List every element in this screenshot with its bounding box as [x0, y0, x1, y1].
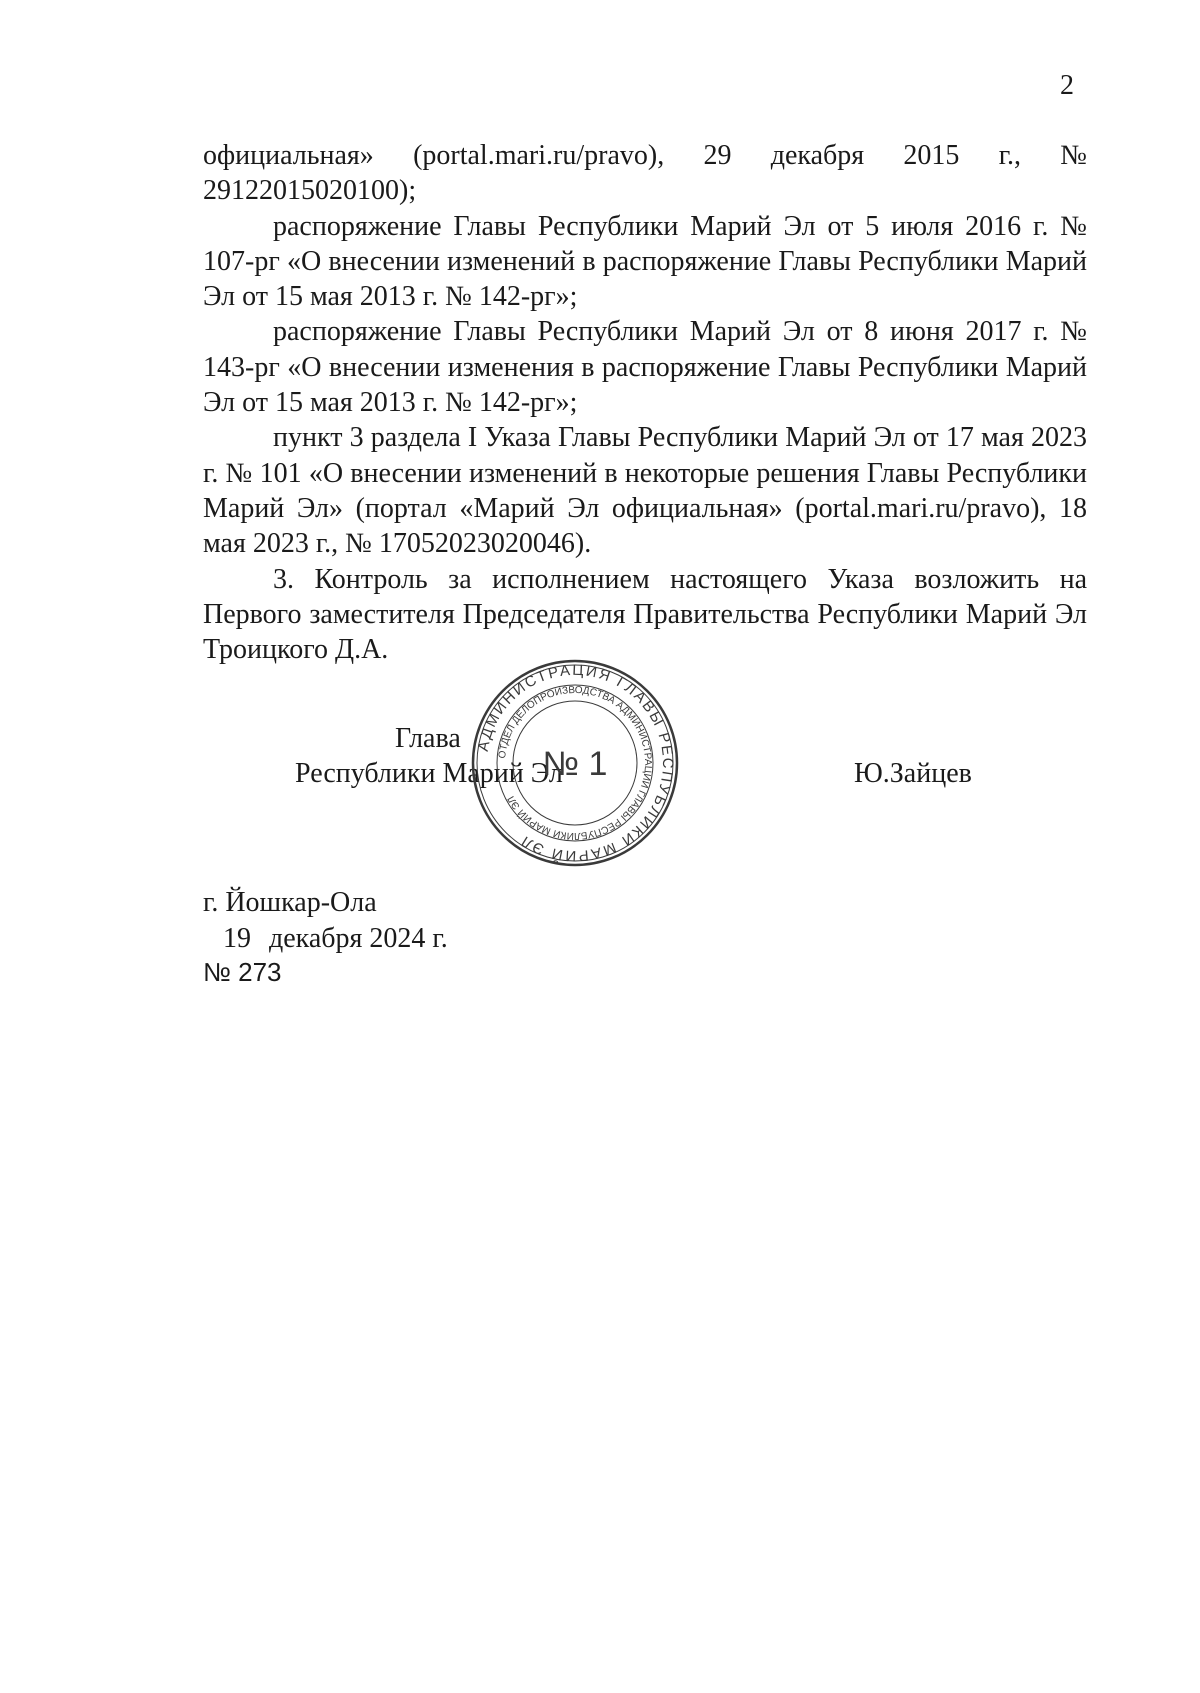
document-body: [203, 138, 1087, 667]
seal-outer-text: АДМИНИСТРАЦИЯ ГЛАВЫ РЕСПУБЛИКИ МАРИЙ ЭЛ: [474, 661, 677, 865]
seal-number: № 1: [542, 745, 608, 783]
paragraph-4: 3. Контроль за исполнением настоящего Указа возложить на Первого заместителя Председателя Правительства Республики Марий Эл Троицкого Д.А.: [203, 563, 1087, 666]
paragraph-0: официальная» (portal.mari.ru/pravo), 29 декабря 2015 г., № 29122015020100);: [203, 140, 1087, 207]
paragraph-1: распоряжение Главы Республики Марий Эл от 5 июля 2016 г. № 107-рг «О внесении изменений в распоряжение Главы Республики Марий Эл от 15 мая 2013 г. № 142-рг»;: [203, 210, 1087, 313]
paragraph-3: пункт 3 раздела I Указа Главы Республики Марий Эл от 17 мая 2023 г. № 101 «О внесении изменений в некоторые решения Главы Республики Марий Эл» (портал «Марий Эл официальная» (portal.mari.ru/pravo), 18 мая 2023 г., № 17052023020046).: [203, 422, 1087, 560]
signing-date-day: 19: [223, 923, 251, 954]
official-seal: [469, 657, 681, 869]
document-number: № 273: [203, 957, 282, 987]
seal-inner-text: ОТДЕЛ ДЕЛОПРОИЗВОДСТВА АДМИНИСТРАЦИИ ГЛАВЫ РЕСПУБЛИКИ МАРИЙ ЭЛ: [497, 684, 654, 842]
signature-title-line-1: Глава: [395, 723, 461, 754]
paragraph-2: распоряжение Главы Республики Марий Эл от 8 июня 2017 г. № 143-рг «О внесении изменения в распоряжение Главы Республики Марий Эл от 15 мая 2013 г. № 142-рг»;: [203, 316, 1087, 419]
signing-date: [223, 923, 448, 955]
place-of-signing: г. Йошкар-Ола: [203, 887, 377, 918]
signature-name: Ю.Зайцев: [854, 758, 972, 789]
signature-title-line-2: Республики Марий Эл: [295, 758, 563, 789]
page-number: 2: [1060, 70, 1074, 101]
signing-date-month-year: декабря 2024 г.: [269, 923, 448, 954]
